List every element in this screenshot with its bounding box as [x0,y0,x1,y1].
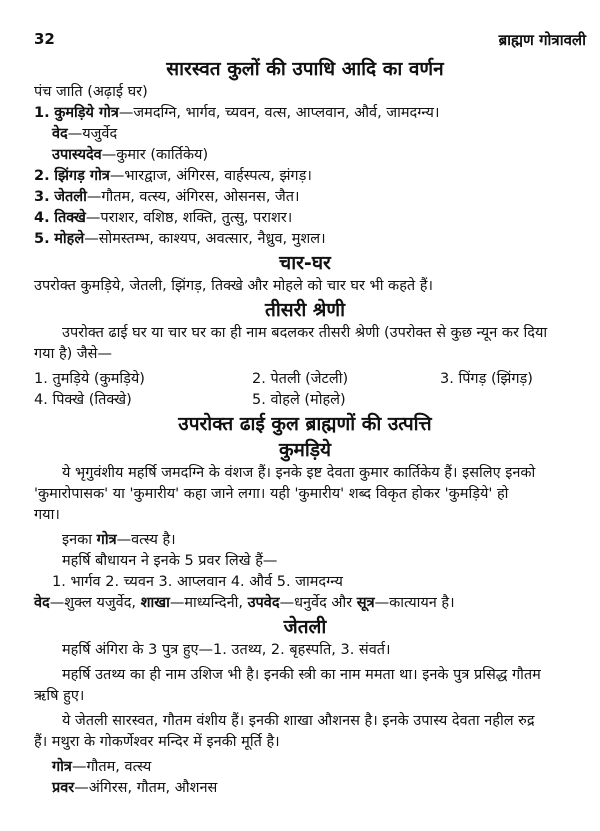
paragraph-line: ये भृगुवंशीय महर्षि जमदग्नि के वंशज हैं। इनके इष्ट देवता कुमार कार्तिकेय हैं। इसलिए इनको [62,465,536,481]
page-content [34,56,576,799]
paragraph-line: हैं। मथुरा के गोकर्णेश्वर मन्दिर में इनकी मूर्ति है। [34,734,280,750]
paragraph-line: महर्षि उतथ्य का ही नाम उशिज भी है। इनकी स्त्री का नाम ममता था। इनके पुत्र प्रसिद्ध गौतम [62,667,541,683]
list-item: 1. कुमड़िये गोत्र—जमदग्नि, भार्गव, च्यवन, वत्स, आप्लवान, और्व, जामदग्न्य। [34,105,440,121]
page-number: 32 [34,30,55,48]
list-item: 3. जेतली—गौतम, वत्स्य, अंगिरस, ओसनस, जैत। [34,189,300,205]
paragraph-line: ये जेतली सारस्वत, गौतम वंशीय हैं। इनकी शाखा औशनस है। इनके उपास्य देवता नहील रुद्र [62,713,535,729]
upasyadev-line: उपास्यदेव—कुमार (कार्तिकेय) [52,147,209,163]
gotra-name: जेतली [54,189,87,205]
list-item: 4. तिक्खे—पराशर, वशिष्ठ, शक्ति, तुत्सु, पराशर। [34,210,293,226]
subheading-kumdiye: कुमड़िये [278,439,332,461]
gotra-line: इनका गोत्र—वत्स्य है। [62,532,176,548]
running-title: ब्राह्मण गोत्रावली [498,31,586,49]
alias-row [34,390,576,411]
alias-item: 5. वोहले (मोहले) [252,392,346,408]
alias-item: 1. तुमड़िये (कुमड़िये) [34,371,145,387]
gotra-name: झिंगड़ गोत्र [54,168,110,184]
paragraph-line: गया। [34,507,60,523]
paragraph-line: गया है) जैसे— [34,346,112,362]
gotra-line: गोत्र—गौतम, वत्स्य [52,759,152,775]
alias-item: 3. पिंगड़ (झिंगड़) [440,371,533,387]
paragraph-line: महर्षि अंगिरा के 3 पुत्र हुए—1. उतथ्य, 2. बृहस्पति, 3. संवर्त। [62,642,391,658]
gotra-name: कुमड़िये गोत्र [54,105,119,121]
gotra-name: तिक्खे [54,210,86,226]
paragraph: उपरोक्त कुमड़िये, जेतली, झिंगड़, तिक्खे और मोहले को चार घर भी कहते हैं। [34,278,433,294]
pravar-list: 1. भार्गव 2. च्यवन 3. आप्लवान 4. और्व 5. जामदग्न्य [52,574,343,590]
section-heading-utpatti: उपरोक्त ढाई कुल ब्राह्मणों की उत्पत्ति [178,413,432,435]
gotra-name: मोहले [54,231,85,247]
section-heading-tisri-shreni: तीसरी श्रेणी [264,299,345,321]
page-header [34,30,586,52]
paragraph-line: उपरोक्त ढाई घर या चार घर का ही नाम बदलकर तीसरी श्रेणी (उपरोक्त से कुछ न्यून कर दिया [62,325,548,341]
pravar-line: प्रवर—अंगिरस, गौतम, औशनस [52,780,218,796]
alias-item: 2. पेतली (जेटली) [252,371,349,387]
paragraph-line: 'कुमारोपासक' या 'कुमारीय' कहा जाने लगा। यही 'कुमारीय' शब्द विकृत होकर 'कुमड़िये' हो [34,486,509,502]
section-heading-jetli: जेतली [283,616,327,638]
alias-item: 4. पिक्खे (तिक्खे) [34,392,132,408]
ved-line: वेद—यजुर्वेद [52,126,118,142]
intro-line: पंच जाति (अढ़ाई घर) [34,84,148,100]
paragraph-line: महर्षि बौधायन ने इनके 5 प्रवर लिखे हैं— [62,553,278,569]
section-heading-char-ghar: चार-घर [279,252,331,274]
ved-shakha-line: वेद—शुक्ल यजुर्वेद, शाखा—माध्यन्दिनी, उपवेद—धनुर्वेद और सूत्र—कात्यायन है। [34,595,455,611]
paragraph-line: ऋषि हुए। [34,688,85,704]
list-item: 5. मोहले—सोमस्तम्भ, काश्यप, अवत्सार, नैध्रुव, मुशल। [34,231,326,247]
list-item: 2. झिंगड़ गोत्र—भारद्वाज, अंगिरस, वार्हस्पत्य, झंगड़। [34,168,312,184]
section-heading-upadhi: सारस्वत कुलों की उपाधि आदि का वर्णन [166,58,444,80]
alias-row [34,369,576,390]
